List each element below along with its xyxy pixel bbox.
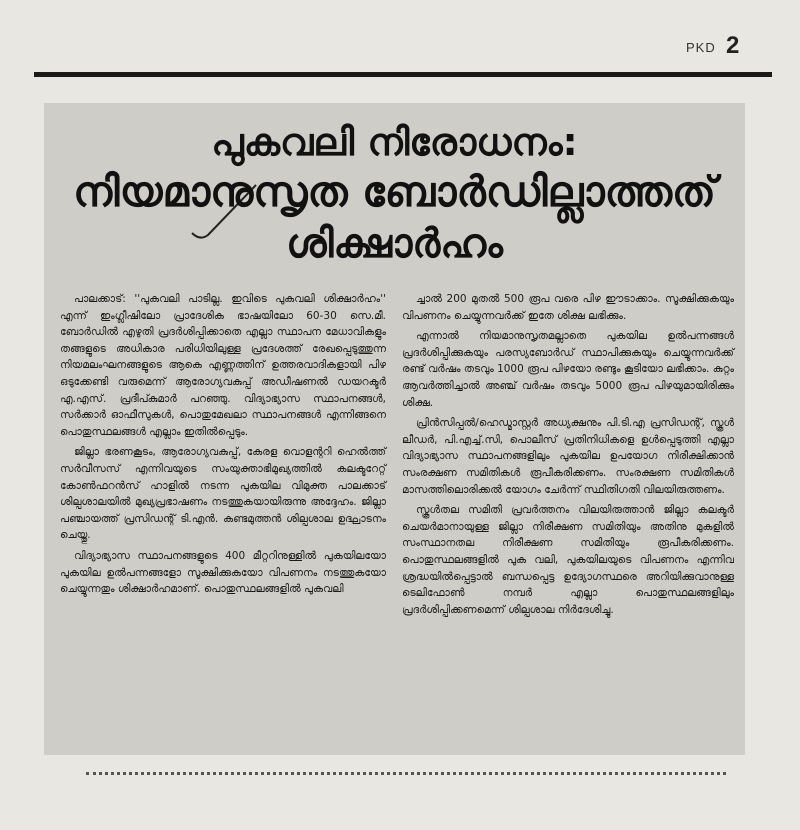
article-column-left (60, 291, 386, 602)
paragraph: ജില്ലാ ഭരണകൂടം, ആരോഗ്യവകുപ്പ്, കേരള വൊളന്ററി ഹെൽത്ത് സർവീസസ് എന്നിവയുടെ സംയുക്താഭിമുഖ്യത്തിൽ കലക്ടറേറ്റ് കോൺഫറൻസ് ഹാളിൽ നടന്ന പുകയില വിമുക്ത പാലക്കാട് ശില്പശാലയിൽ മുഖ്യപ്രഭാഷണം നടത്തുകയായിരുന്നു അദ്ദേഹം. ജില്ലാ പഞ്ചായത്ത് പ്രസിഡന്റ് ടി.എൻ. കണ്ടമുത്തൻ ശില്പശാല ഉദ്ഘാടനം ചെയ്തു. (60, 446, 386, 542)
headline (44, 119, 745, 269)
headline-line-1: പുകവലി നിരോധനം: (211, 120, 578, 164)
headline-line-2: നിയമാനുസൃത ബോർഡില്ലാത്തത് (73, 167, 716, 216)
edition-code: PKD (686, 40, 716, 55)
paragraph: സ്കൂൾതല സമിതി പ്രവർത്തനം വിലയിരുത്താൻ ജില്ലാ കലക്ടർ ചെയർമാനായുള്ള ജില്ലാ നിരീക്ഷണ സമിതിയും അതിനു മുകളിൽ സംസ്ഥാനതല നിരീക്ഷണ സമിതിയും രൂപീകരിക്കണം. പൊതുസ്ഥലങ്ങളിൽ പുക വലി, പുകയിലയുടെ വിപണനം എന്നിവ ശ്രദ്ധയിൽപ്പെട്ടാൽ ബന്ധപ്പെട്ട ഉദ്യോഗസ്ഥരെ അറിയിക്കുവാനുള്ള ടെലിഫോൺ നമ്പർ എല്ലാ പൊതുസ്ഥലങ്ങളിലും പ്രദർശിപ്പിക്കണമെന്ന് ശില്പശാല നിർദേശിച്ചു. (402, 504, 734, 616)
article-column-right (402, 291, 734, 622)
paragraph: ച്ചാൽ 200 മുതൽ 500 രൂപ വരെ പിഴ ഈടാക്കാം. സൂക്ഷിക്കുകയും വിപണനം ചെയ്യുന്നവർക്ക് ഇതേ ശിക്ഷ ലഭിക്കും. (402, 293, 734, 322)
top-rule (34, 72, 772, 77)
paragraph: പ്രിൻസിപ്പൽ/ഹെഡ്മാസ്റ്റർ അധ്യക്ഷനും പി.ടി.എ പ്രസിഡന്റ്, സ്കൂൾ ലീഡർ, പി.എച്ച്.സി, പൊലീസ് പ്രതിനിധികളെ ഉൾപ്പെടുത്തി എല്ലാ വിദ്യാഭ്യാസ സ്ഥാപനങ്ങളിലും പുകയില ഉപയോഗ നിരീക്ഷിക്കാൻ സംരക്ഷണ സമിതികൾ രൂപീകരിക്കണം. സംരക്ഷണ സമിതികൾ മാസത്തിലൊരിക്കൽ യോഗം ചേർന്ന് സ്ഥിതിഗതി വിലയിരുത്തണം. (402, 417, 734, 496)
paragraph: പാലക്കാട്: ''പുകവലി പാടില്ല. ഇവിടെ പുകവലി ശിക്ഷാർഹം'' എന്ന് ഇംഗ്ലീഷിലോ പ്രാദേശിക ഭാഷയിലോ 60-30 സെ.മീ. ബോർഡിൽ എഴുതി പ്രദർശിപ്പിക്കാതെ എല്ലാ സ്ഥാപന മേധാവികളും തങ്ങളുടെ അധികാര പരിധിയിലുള്ള പ്രദേശത്ത് രേഖപ്പെടുത്തുന്ന നിയമലംഘനങ്ങളുടെ ആകെ എണ്ണത്തിന് ഉത്തരവാദികളായി പിഴ ഒടുക്കേണ്ടി വരുമെന്ന് ആരോഗ്യവകുപ്പ് അഡീഷണൽ ഡയറക്ടർ എ.എസ്. പ്രദീപ്കുമാർ പറഞ്ഞു. വിദ്യാഭ്യാസ സ്ഥാപനങ്ങൾ, സർക്കാർ ഓഫീസുകൾ, പൊതുമേഖലാ സ്ഥാപനങ്ങൾ എന്നിങ്ങനെ പൊതുസ്ഥലങ്ങൾ എല്ലാം ഇതിൽപ്പെടും. (60, 293, 386, 438)
page-number: 2 (726, 32, 740, 59)
page-header (686, 34, 766, 64)
paragraph: വിദ്യാഭ്യാസ സ്ഥാപനങ്ങളുടെ 400 മീറ്ററിനുള്ളിൽ പുകയിലയോ പുകയില ഉൽപന്നങ്ങളോ സൂക്ഷിക്കുകയോ വിപണനം നടത്തുകയോ ചെയ്യുന്നതും ശിക്ഷാർഹമാണ്. പൊതുസ്ഥലങ്ങളിൽ പുകവലി (60, 549, 386, 596)
news-clipping (44, 103, 745, 755)
next-article-cut-edge (86, 772, 726, 781)
paragraph: എന്നാൽ നിയമാനുസൃതമല്ലാതെ പുകയില ഉൽപന്നങ്ങൾ പ്രദർശിപ്പിക്കുകയും പരസ്യബോർഡ് സ്ഥാപിക്കുകയും ചെയ്യുന്നവർക്ക് രണ്ട് വർഷം തടവും 1000 രൂപ പിഴയോ രണ്ടും കൂടിയോ ലഭിക്കാം. കുറ്റം ആവർത്തിച്ചാൽ അഞ്ച് വർഷം തടവും 5000 രൂപ പിഴയുമായിരിക്കും ശിക്ഷ. (402, 330, 734, 409)
headline-line-3: ശിക്ഷാർഹം (286, 221, 503, 267)
